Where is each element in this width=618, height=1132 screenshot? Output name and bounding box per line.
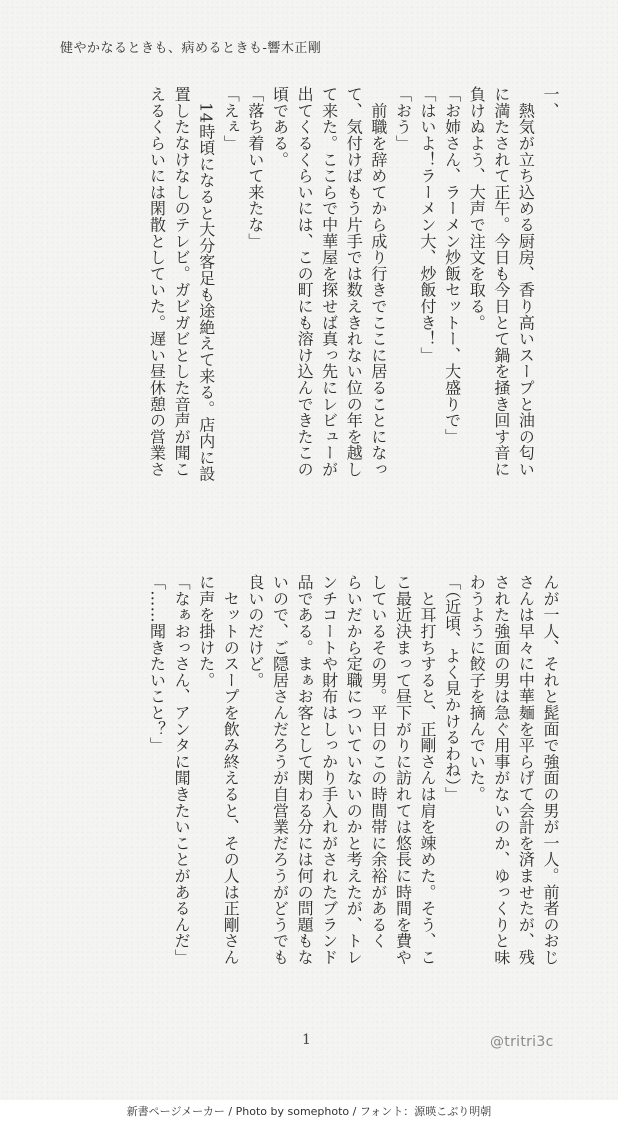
text-line: さんは早々に中華麺を平らげて会計を済ませたが、残: [516, 574, 536, 966]
text-line: 頃である。: [270, 86, 290, 168]
text-line: 「……聞きたいこと？」: [147, 574, 167, 754]
text-line: ンチコートや財布はしっかり手入れがされたブランド: [319, 574, 339, 966]
text-line: んが一人、それと髭面で強面の男が一人。前者のおじ: [541, 574, 560, 966]
text-block-lower: [62, 574, 562, 1016]
text-line: された強面の男は急ぐ用事がないのか、ゆっくりと味: [491, 574, 511, 966]
text-line: 「落ち着いて来たな」: [245, 86, 265, 249]
text-line: 熱気が立ち込める厨房、香り高いスープと油の匂い: [516, 86, 536, 478]
text-line: 「はいよ！ラーメン大、炒飯付き！」: [418, 86, 438, 364]
author-handle: @tritri3c: [490, 1034, 554, 1050]
text-line: に満たされて正午。今日も今日とて鍋を掻き回す音に: [491, 86, 511, 478]
text-line: 14時頃になると大分客足も途絶えて来る。店内に設: [196, 86, 216, 482]
text-line: 前職を辞めてから成り行きでここに居ることになっ: [368, 86, 388, 478]
text-line: えるくらいには閑散としていた。遅い昼休憩の営業さ: [147, 86, 167, 478]
text-line: 「お姉さん、ラーメン炒飯セットー、大盛りで」: [442, 86, 462, 445]
text-line: 負けぬよう、大声で注文を取る。: [467, 86, 487, 331]
text-line: セットのスープを飲み終えると、その人は正剛さん: [221, 574, 241, 966]
text-line: 品である。まぁお客として関わる分には何の問題もな: [295, 574, 315, 966]
text-line: 「（近頃、よく見かけるわね）」: [442, 574, 462, 803]
text-line: こ最近決まって昼下がりに訪れては悠長に時間を費や: [393, 574, 413, 966]
text-line: わうように餃子を摘んでいた。: [467, 574, 487, 803]
text-line: て来た。ここらで中華屋を探せば真っ先にレビューが: [319, 86, 339, 478]
text-line: 一、: [541, 86, 560, 119]
page-title: 健やかなるときも、病めるときも-響木正剛: [60, 41, 322, 56]
text-line: 出てくるくらいには、この町にも溶け込んできたこの: [295, 86, 315, 478]
page-number: 1: [302, 1032, 311, 1048]
text-line: 良いのだけど。: [245, 574, 265, 689]
text-line: いので、ご隠居さんだろうが自営業だろうがどうでも: [270, 574, 290, 966]
text-line: て、気付けばもう片手では数えきれない位の年を越し: [344, 86, 364, 478]
text-line: と耳打ちすると、正剛さんは肩を竦めた。そう、こ: [418, 574, 438, 966]
text-line: 「なぁおっさん、アンタに聞きたいことがあるんだ」: [172, 574, 192, 966]
text-line: しているその男。平日のこの時間帯に余裕があるく: [368, 574, 388, 949]
text-line: 「えぇ」: [221, 86, 241, 152]
text-line: 置したなけなしのテレビ。ガビガビとした音声が聞こ: [172, 86, 192, 478]
footer-credit: 新書ページメーカー / Photo by somephoto / フォント：源暎こぶり明朝: [0, 1100, 618, 1132]
text-line: らいだから定職についていないのかと考えたが、トレ: [344, 574, 364, 966]
text-line: に声を掛けた。: [196, 574, 216, 689]
text-line: 「おう」: [393, 86, 413, 152]
text-block-upper: [62, 86, 562, 538]
